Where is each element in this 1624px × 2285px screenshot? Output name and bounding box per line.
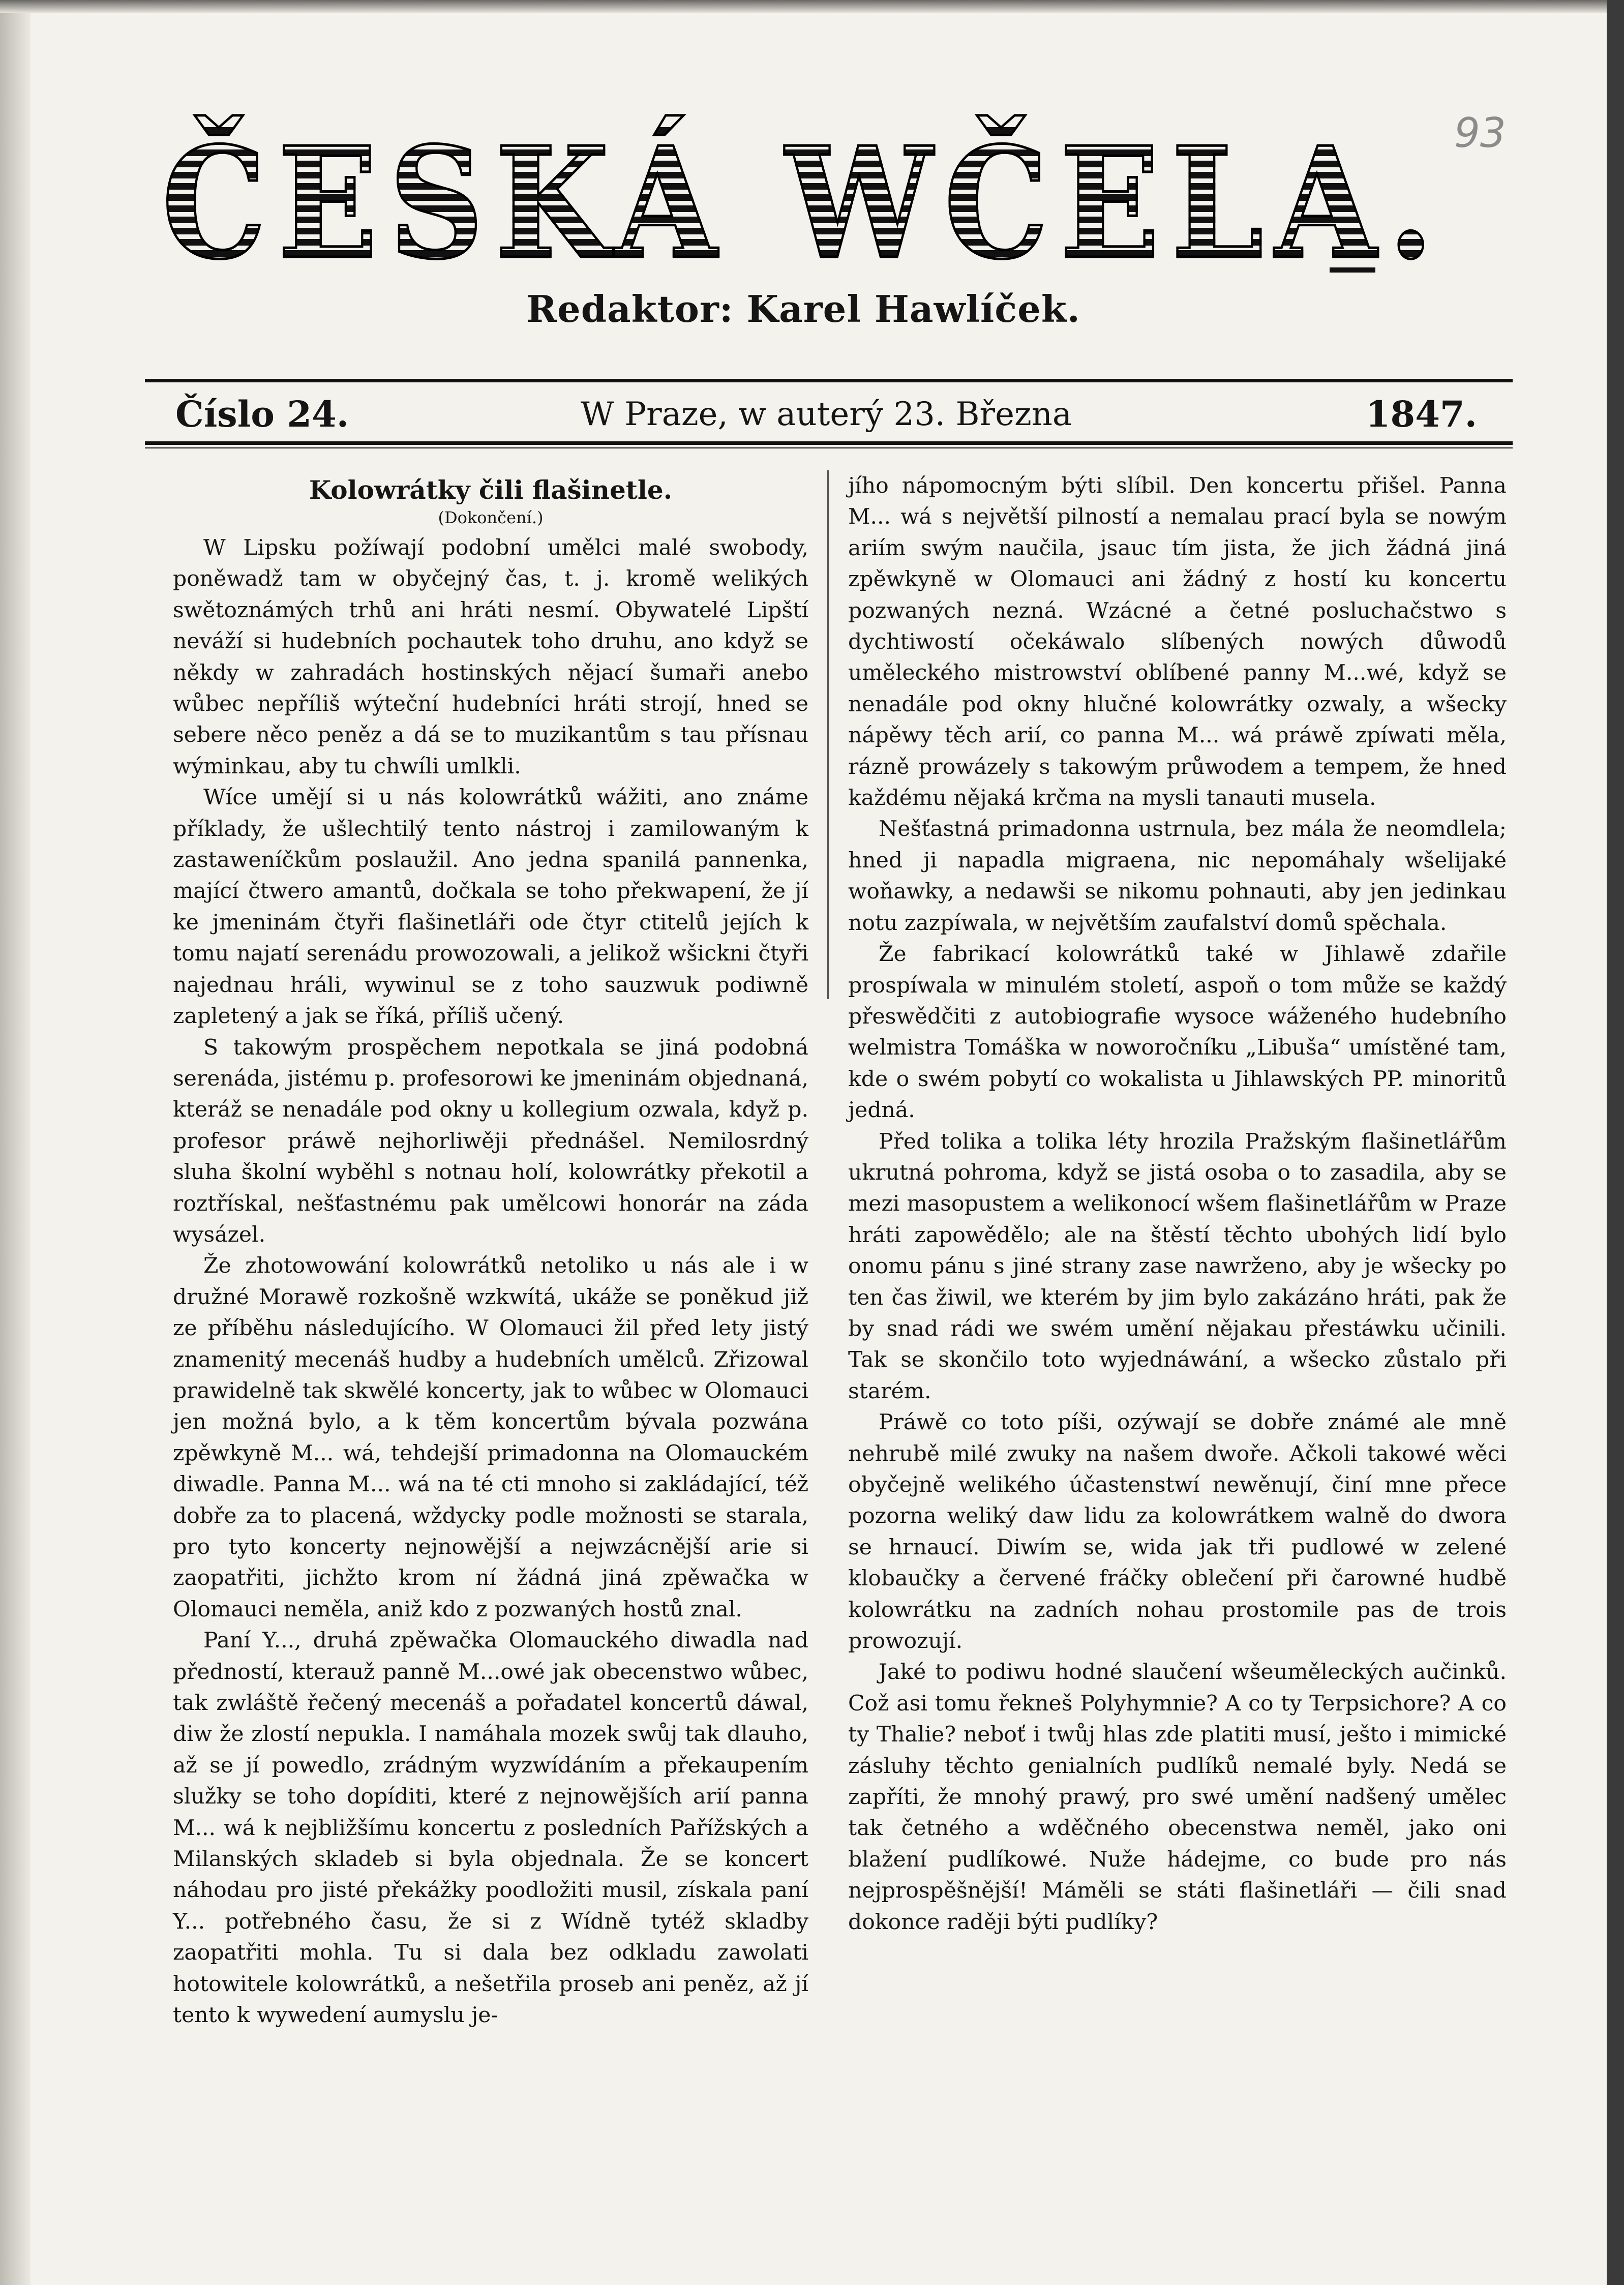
article-paragraph: Že fabrikací kolowrátků také w Jihlawě zdařile prospíwala w minulém století, aspoň o tom může se každý přeswědčiti z autobiografie wysoce wáženého hudebního welmistra Tomáška w noworočníku „Libuša“ umístěné tam, kde o swém pobytí co wokalista u Jihlawských PP. minoritů jedná. [848,942,1507,1123]
page-top-edge [0,0,1607,13]
editor-line: Redaktor: Karel Hawlíček. [526,287,1080,330]
title-flourish [1330,254,1375,273]
article-paragraph: Před tolika a tolika léty hrozila Pražským flašinetlářům ukrutná pohroma, když se jistá osoba o to zasadila, aby se mezi masopustem a welikonocí wšem flašinetlářům w Praze hráti zapowědělo; ale na štěstí těchto ubohých lidí bylo onomu pánu s jiné strany zase nawrženo, aby je wšecky po ten čas žiwil, we kterém by jim bylo zakázáno hráti, pak že by snad rádi we swém umění nějakau přestáwku učinili. Tak se skončilo toto wyjednáwání, a wšecko zůstalo při starém. [848,1129,1507,1404]
article-paragraph-continued: jího nápomocným býti slíbil. Den koncertu přišel. Panna M... wá s největší pilností a nemalau prací byla se nowým ariím swým naučila, jsauc tím jista, že jich žádná jiná zpěwkyně w Olomauci ani žádný z hostí ku koncertu pozwaných nezná. Wzácné a četné posluchačstwo s dychtiwostí očekáwalo slíbených nowých důwodů uměleckého mistrowství oblíbené panny M...wé, když se nenadále pod okny hlučné kolowrátky ozwaly, a wšecky nápěwy těch arií, co panna M... wá práwě zpíwati měla, rázně prowázely s takowým průwodem a tempem, že hned každému nějaká krčma na mysli tanauti musela. [848,473,1507,811]
header-rule-top [145,379,1513,382]
article-paragraph: Že zhotowowání kolowrátků netoliko u nás ale i w družné Morawě rozkošně wzkwítá, ukáže se poněkud již ze příběhu následujícího. W Olomauci žil před lety jistý znamenitý mecenáš hudby a hudebních umělců. Zřizowal prawidelně tak skwělé koncerty, jak to wůbec w Olomauci jen možná bylo, a k těm koncertům bývala pozwána zpěwkyně M... wá, tehdejší primadonna na Olomauckém diwadle. Panna M... wá na té cti mnoho si zakládající, též dobře za to placená, wždycky podle možnosti se starala, pro tyto koncerty nejnowější a nejwzácnější arie si zaopatřiti, jichžto krom ní žádná jiná zpěwačka w Olomauci neměla, aniž kdo z pozwaných hostů znal. [173,1253,808,1622]
article-paragraph: Wíce umějí si u nás kolowrátků wážiti, ano známe příklady, že ušlechtilý tento nástroj i zamilowaným k zastaweníčkům poslaužil. Ano jedna spanilá pannenka, mající čtwero amantů, dočkala se toho překwapení, že jí ke jmeninám čtyři flašinetláři ode čtyr ctitelů jejích k tomu najatí serenádu prowozowali, a jelikož wšickni čtyři najednau hráli, wywinul se z toho sauzwuk podiwně zapletený a jak se říká, příliš učený. [173,785,808,1029]
article-column-right [848,470,1507,1938]
newspaper-title: ČESKÁ WČELA. [162,113,1445,293]
article-title: Kolowrátky čili flašinetle. [309,475,673,505]
header-rule-bottom [145,441,1513,445]
issue-info-row [175,389,1477,440]
article-paragraph: Jaké to podiwu hodné slaučení wšeuměleckých aučinků. Což asi tomu řekneš Polyhymnie? A co ty Terpsichore? A co ty Thalie? neboť i twůj hlas zde platiti musí, ješto i mimické zásluhy těchto genialních pudlíků nemalé byly. Nedá se zapříti, že mnohý prawý, pro swé umění nadšený umělec tak četného a wděčného obecenstwa neměl, jako oni blažení pudlíkowé. Nuže hádejme, co bude pro nás nejprospěšnější! Máměli se státi flašinetláři — čili snad dokonce raději býti pudlíky? [848,1660,1507,1935]
article-paragraph: Paní Y..., druhá zpěwačka Olomauckého diwadla nad předností, kterauž panně M...owé jak obecenstwo wůbec, tak zwláště řečený mecenáš a pořadatel koncertů dáwal, diw že zlostí nepukla. I namáhala mozek swůj tak dlauho, až se jí powedlo, zrádným wyzwídáním a překaupením služky se toho dopíditi, které z nejnowějších arií panna M... wá k nejbližšímu koncertu z posledních Pařížských a Milanských skladeb si byla objednala. Že se koncert náhodau pro jisté překážky poodložiti musil, získala paní Y... potřebného času, že si z Wídně tytéž skladby zaopatřiti mohla. Tu si dala bez odkladu zawolati hotowitele kolowrátků, a nešetřila proseb ani peněz, až jí tento k wywedení aumyslu je- [173,1628,808,2028]
article-paragraph: W Lipsku požíwají podobní umělci malé swobody, poněwadž tam w obyčejný čas, t. j. kromě welikých swětoznámých trhů ani hráti nesmí. Obywatelé Lipští neváží si hudebních pochautek toho druhu, ano když se někdy w zahradách hostinských nějací šumaři anebo wůbec nepříliš wýteční hudebníci hráti strojí, hned se sebere něco peněz a dá se to muzikantům s tau přísnau wýminkau, aby tu chwíli umlkli. [173,535,808,779]
article-column-left [173,470,808,2031]
header-rule-bottom-thin [145,447,1513,448]
article-paragraph: S takowým prospěchem nepotkala se jiná podobná serenáda, jistému p. profesorowi ke jmeninám objednaná, kteráž se nenadále pod okny u kollegium ozwala, když p. profesor práwě nejhorliwěji přednášel. Nemilosrdný sluha školní wyběhl s notnau holí, kolowrátky překotil a roztřískal, nešťastnému pak umělcowi honorár na záda wysázel. [173,1035,808,1247]
page-binding-shadow [0,0,31,2285]
article-paragraph: Práwě co toto píši, ozýwají se dobře známé ale mně nehrubě milé zwuky na našem dwoře. Ačkoli takowé wěci obyčejně welikého účastenstwí newěnují, činí mne přece pozorna weliký daw lidu za kolowrátkem walně do dwora se hrnaucí. Diwím se, wida jak tři pudlowé w zelené klobaučky a červené fráčky oblečení při čarowné hudbě kolowrátku na zadních nohau prostomile pas de trois prowozují. [848,1410,1507,1654]
issue-year: 1847. [1365,393,1477,435]
issue-number: Číslo 24. [175,393,349,435]
dateline: W Praze, w auterý 23. Března [580,396,1072,433]
column-divider [827,470,829,999]
pencil-page-number: 93 [1454,109,1506,157]
article-subtitle: (Dokončení.) [438,508,544,527]
article-paragraph: Nešťastná primadonna ustrnula, bez mála že neomdlela; hned ji napadla migraena, nic nepomáhaly wšelijaké woňawky, a nedawši se nikomu pohnauti, aby jen jedinkau notu zazpíwala, w největším zaufalství domů spěchala. [848,817,1507,936]
